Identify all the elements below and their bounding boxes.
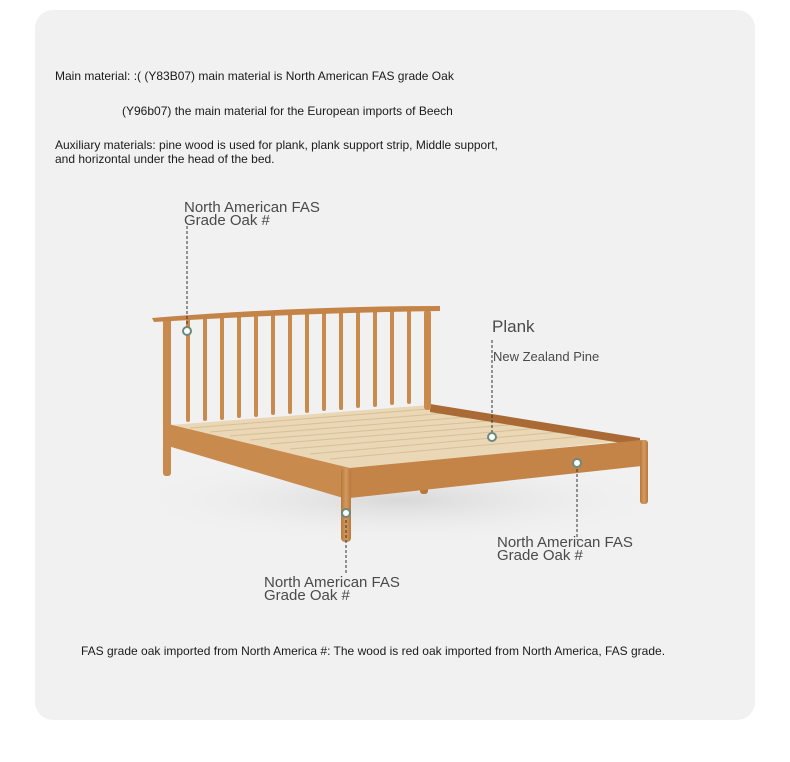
auxiliary-material-line-2: and horizontal under the head of the bed. [55, 152, 275, 166]
headboard-callout-line-1: North American FAS [184, 199, 320, 216]
side-rail-callout-label [497, 536, 633, 562]
plank-callout-subtitle: New Zealand Pine [493, 349, 600, 364]
side-rail-callout-line-2: Grade Oak # [497, 547, 583, 564]
side-rail-callout-line-1: North American FAS [497, 534, 633, 551]
auxiliary-material-line-1: Auxiliary materials: pine wood is used for plank, plank support strip, Middle support, [55, 138, 498, 152]
headboard-top-rail [152, 306, 440, 322]
headboard-left-post [163, 318, 171, 476]
plank-callout-title: Plank [492, 317, 535, 336]
front-leg-callout-line-2: Grade Oak # [264, 587, 350, 604]
headboard-spindles [186, 309, 411, 422]
front-right-leg [640, 440, 648, 504]
headboard-right-post [424, 310, 431, 410]
main-material-line-1: Main material: :( (Y83B07) main material is North American FAS grade Oak [55, 69, 454, 83]
front-leg-callout-line-1: North American FAS [264, 574, 400, 591]
headboard-callout-label [184, 201, 320, 227]
front-leg-callout-label [264, 576, 400, 602]
footer-note: FAS grade oak imported from North America #: The wood is red oak imported from North America, FAS grade. [81, 644, 666, 658]
main-material-line-2: (Y96b07) the main material for the European imports of Beech [122, 104, 453, 118]
headboard-callout-line-2: Grade Oak # [184, 212, 270, 229]
